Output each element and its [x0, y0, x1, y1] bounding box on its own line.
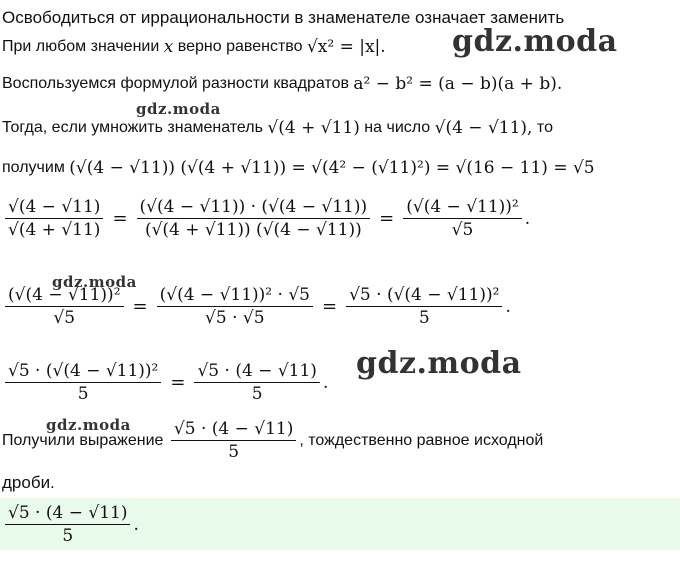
eq3-a-den: 5: [77, 384, 89, 404]
result-fraction: [171, 418, 296, 463]
answer-end: .: [133, 514, 139, 535]
line-4-text2: на число: [364, 119, 431, 136]
eq2-end: .: [505, 296, 511, 317]
result-text-1: Получили выражение: [2, 431, 164, 449]
line-2-text2: верно равенство: [177, 38, 303, 55]
eq2-b-fraction: [157, 284, 313, 329]
equals-sign: =: [112, 208, 128, 229]
line-2-math: √x² = |x|.: [306, 37, 386, 57]
answer-fraction: [5, 502, 130, 547]
eq3-b-num: √5 · (4 − √11): [197, 361, 317, 381]
line-2-text: При любом значении: [2, 38, 160, 55]
answer-line: [2, 502, 139, 547]
eq1-rhs-den: √5: [451, 220, 474, 240]
line-5: [2, 158, 595, 178]
line-2-var: x: [163, 37, 174, 57]
watermark-logo: gdz.moda: [52, 273, 137, 291]
line-5-text: получим: [2, 159, 65, 176]
line-3: [2, 74, 562, 94]
line-4-text: Тогда, если умножить знаменатель: [2, 119, 263, 136]
equals-sign: =: [170, 372, 186, 393]
line-3-text: Воспользуемся формулой разности квадратов: [2, 75, 349, 92]
eq3-a-fraction: [5, 360, 161, 405]
eq1-rhs-num: (√(4 − √11))²: [406, 197, 519, 217]
eq2-a-den: √5: [53, 308, 76, 328]
answer-num: √5 · (4 − √11): [8, 503, 128, 523]
eq1-mid-den: (√(4 + √11)) (√(4 − √11)): [144, 220, 362, 240]
line-4-text3: то: [536, 119, 553, 136]
eq2-c-den: 5: [418, 308, 430, 328]
line-4-math2: √(4 − √11),: [434, 118, 533, 138]
line-4: [2, 118, 553, 138]
eq2-b-num: (√(4 − √11))² · √5: [159, 285, 310, 305]
line-3-math: a² − b² = (a − b)(a + b).: [353, 74, 563, 94]
eq1-end: .: [524, 208, 531, 229]
line-4-math1: √(4 + √11): [267, 118, 360, 138]
watermark-logo: gdz.moda: [136, 100, 221, 118]
line-2: [2, 37, 386, 57]
watermark-logo: gdz.moda: [452, 24, 618, 59]
result-text-2: , тождественно равное исходной: [299, 431, 544, 449]
eq1-mid-fraction: [137, 196, 371, 241]
eq1-lhs-fraction: [5, 196, 103, 241]
eq2-b-den: √5 · √5: [205, 308, 265, 328]
equals-sign: =: [379, 208, 395, 229]
result-text-3: дроби.: [2, 473, 55, 492]
result-num: √5 · (4 − √11): [173, 419, 294, 439]
equals-sign: =: [321, 296, 338, 317]
eq2-a-num: (√(4 − √11))²: [8, 285, 121, 305]
eq1-lhs-num: √(4 − √11): [8, 197, 101, 217]
watermark-logo: gdz.moda: [46, 416, 131, 434]
equals-sign: =: [132, 296, 148, 317]
line-1: Освободиться от иррациональности в знаменателе означает заменить: [2, 8, 565, 27]
eq1-lhs-den: √(4 + √11): [8, 220, 101, 240]
equation-3: [2, 360, 328, 405]
eq3-b-fraction: [194, 360, 319, 405]
eq3-b-den: 5: [251, 384, 263, 404]
eq2-c-fraction: [346, 284, 502, 329]
eq1-mid-num: (√(4 − √11)) · (√(4 − √11)): [139, 197, 368, 217]
watermark-logo: gdz.moda: [356, 346, 522, 381]
answer-den: 5: [62, 526, 74, 546]
line-5-math: (√(4 − √11)) (√(4 + √11)) = √(4² − (√11)²) = √(16 − 11) = √5: [69, 158, 595, 178]
result-den: 5: [228, 442, 240, 462]
eq1-rhs-fraction: [403, 196, 522, 241]
eq3-a-num: √5 · (√(4 − √11))²: [8, 361, 159, 381]
eq3-end: .: [322, 372, 329, 393]
eq2-c-num: √5 · (√(4 − √11))²: [349, 285, 500, 305]
equation-1: [2, 196, 530, 241]
